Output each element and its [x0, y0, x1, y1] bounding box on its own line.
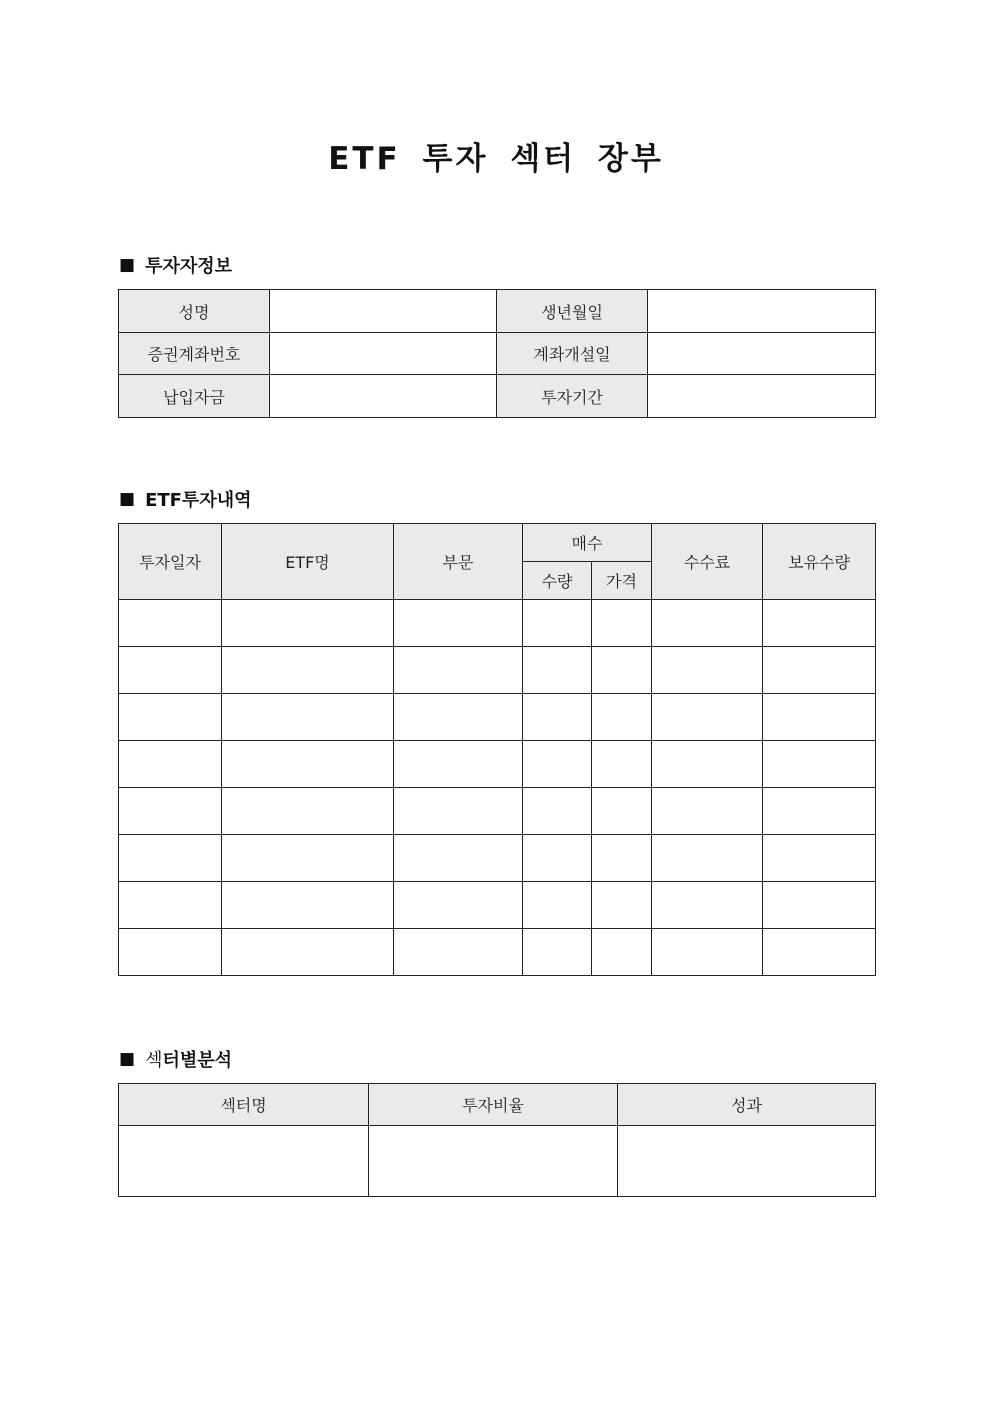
section-heading-sector-analysis: [119, 1046, 232, 1072]
etf-name-cell[interactable]: [222, 741, 394, 788]
sector-cell[interactable]: [394, 647, 523, 694]
sector-cell[interactable]: [394, 694, 523, 741]
sector-cell[interactable]: [394, 835, 523, 882]
performance-cell[interactable]: [618, 1126, 876, 1197]
label-account-open-date: 계좌개설일: [497, 333, 648, 375]
investment-period-field[interactable]: [648, 375, 876, 418]
table-row: [119, 600, 876, 647]
holding-quantity-cell[interactable]: [763, 600, 876, 647]
quantity-cell[interactable]: [523, 647, 592, 694]
label-paid-capital: 납입자금: [119, 375, 270, 418]
date-cell[interactable]: [119, 835, 222, 882]
date-cell[interactable]: [119, 600, 222, 647]
section-heading-investor-info: [119, 252, 232, 278]
date-cell[interactable]: [119, 694, 222, 741]
header-row: [119, 524, 876, 562]
column-header-investment-ratio: 투자비율: [369, 1084, 618, 1126]
column-header-date: 투자일자: [119, 524, 222, 600]
sector-cell[interactable]: [394, 788, 523, 835]
price-cell[interactable]: [592, 647, 652, 694]
section-title: 투자자정보: [145, 256, 233, 277]
date-cell[interactable]: [119, 929, 222, 976]
quantity-cell[interactable]: [523, 741, 592, 788]
account-open-date-field[interactable]: [648, 333, 876, 375]
sector-cell[interactable]: [394, 882, 523, 929]
date-cell[interactable]: [119, 647, 222, 694]
quantity-cell[interactable]: [523, 835, 592, 882]
table-row: [119, 694, 876, 741]
square-bullet-icon: ■: [119, 1049, 136, 1069]
holding-quantity-cell[interactable]: [763, 882, 876, 929]
fee-cell[interactable]: [652, 882, 763, 929]
price-cell[interactable]: [592, 600, 652, 647]
date-cell[interactable]: [119, 741, 222, 788]
holding-quantity-cell[interactable]: [763, 788, 876, 835]
table-row: [119, 788, 876, 835]
account-number-field[interactable]: [270, 333, 497, 375]
holding-quantity-cell[interactable]: [763, 741, 876, 788]
holding-quantity-cell[interactable]: [763, 929, 876, 976]
etf-name-cell[interactable]: [222, 882, 394, 929]
label-account-number: 증권계좌번호: [119, 333, 270, 375]
etf-name-cell[interactable]: [222, 835, 394, 882]
birthdate-field[interactable]: [648, 290, 876, 333]
label-birthdate: 생년월일: [497, 290, 648, 333]
holding-quantity-cell[interactable]: [763, 647, 876, 694]
fee-cell[interactable]: [652, 835, 763, 882]
investment-ratio-cell[interactable]: [369, 1126, 618, 1197]
square-bullet-icon: ■: [119, 489, 136, 509]
price-cell[interactable]: [592, 835, 652, 882]
paid-capital-field[interactable]: [270, 375, 497, 418]
section-title-light: 섹: [145, 1050, 163, 1071]
holding-quantity-cell[interactable]: [763, 694, 876, 741]
etf-name-cell[interactable]: [222, 929, 394, 976]
sector-cell[interactable]: [394, 741, 523, 788]
holding-quantity-cell[interactable]: [763, 835, 876, 882]
column-header-performance: 성과: [618, 1084, 876, 1126]
fee-cell[interactable]: [652, 694, 763, 741]
quantity-cell[interactable]: [523, 788, 592, 835]
label-name: 성명: [119, 290, 270, 333]
name-field[interactable]: [270, 290, 497, 333]
section-title: [145, 1046, 232, 1072]
section-title-bold: 터별분석: [162, 1050, 233, 1071]
quantity-cell[interactable]: [523, 882, 592, 929]
etf-name-cell[interactable]: [222, 647, 394, 694]
column-header-holding-quantity: 보유수량: [763, 524, 876, 600]
column-header-sector-name: 섹터명: [119, 1084, 369, 1126]
price-cell[interactable]: [592, 788, 652, 835]
price-cell[interactable]: [592, 694, 652, 741]
table-row: [119, 290, 876, 333]
table-row: [119, 929, 876, 976]
table-row: [119, 741, 876, 788]
column-header-fee: 수수료: [652, 524, 763, 600]
table-row: [119, 647, 876, 694]
fee-cell[interactable]: [652, 929, 763, 976]
fee-cell[interactable]: [652, 788, 763, 835]
table-row: [119, 375, 876, 418]
price-cell[interactable]: [592, 882, 652, 929]
column-header-price: 가격: [592, 562, 652, 600]
quantity-cell[interactable]: [523, 929, 592, 976]
price-cell[interactable]: [592, 741, 652, 788]
sector-name-cell[interactable]: [119, 1126, 369, 1197]
quantity-cell[interactable]: [523, 600, 592, 647]
etf-history-table: [118, 523, 876, 976]
section-heading-etf-history: [119, 486, 251, 512]
square-bullet-icon: ■: [119, 255, 136, 275]
column-header-sector: 부문: [394, 524, 523, 600]
table-row: [119, 333, 876, 375]
document-title: ETF 투자 섹터 장부: [328, 141, 664, 177]
etf-name-cell[interactable]: [222, 600, 394, 647]
etf-name-cell[interactable]: [222, 788, 394, 835]
column-header-purchase: 매수: [523, 524, 652, 562]
fee-cell[interactable]: [652, 647, 763, 694]
quantity-cell[interactable]: [523, 694, 592, 741]
sector-cell[interactable]: [394, 929, 523, 976]
sector-cell[interactable]: [394, 600, 523, 647]
table-row: [119, 882, 876, 929]
date-cell[interactable]: [119, 882, 222, 929]
etf-history-body: [119, 600, 876, 976]
label-investment-period: 투자기간: [497, 375, 648, 418]
header-row: [119, 1084, 876, 1126]
table-row: [119, 1126, 876, 1197]
etf-name-cell[interactable]: [222, 694, 394, 741]
price-cell[interactable]: [592, 929, 652, 976]
sector-analysis-table: [118, 1083, 876, 1197]
column-header-quantity: 수량: [523, 562, 592, 600]
table-row: [119, 835, 876, 882]
fee-cell[interactable]: [652, 741, 763, 788]
date-cell[interactable]: [119, 788, 222, 835]
column-header-etf-name: ETF명: [222, 524, 394, 600]
section-title: ETF투자내역: [145, 490, 252, 511]
fee-cell[interactable]: [652, 600, 763, 647]
investor-info-table: [118, 289, 876, 418]
